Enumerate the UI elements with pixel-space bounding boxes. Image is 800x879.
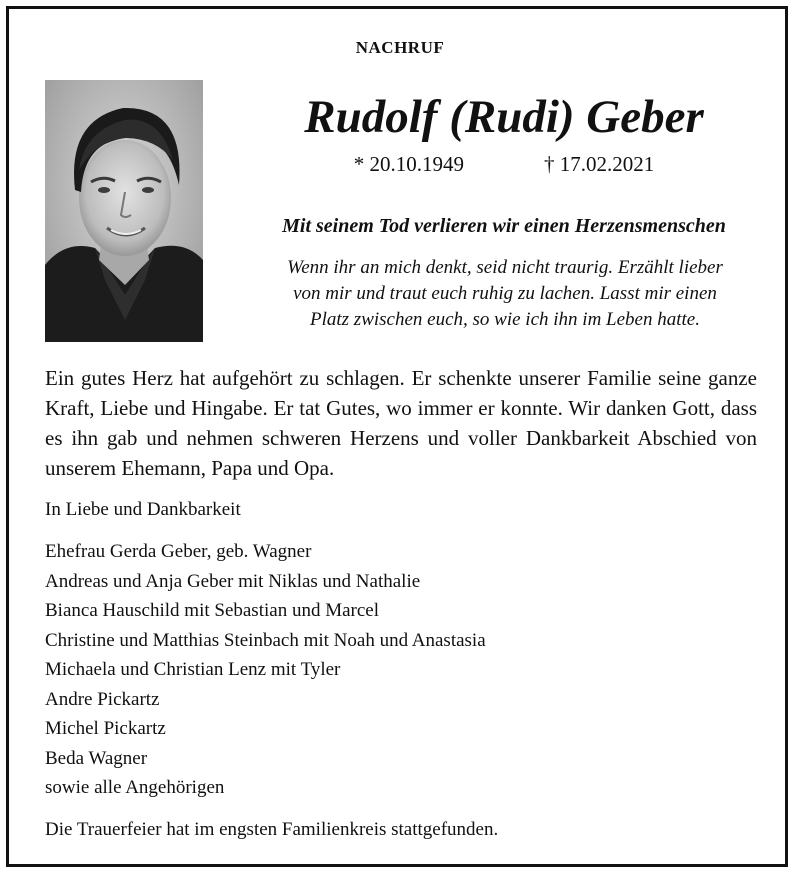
quote-line: Wenn ihr an mich denkt, seid nicht traurig. Erzählt lieber	[287, 257, 723, 278]
portrait-photo	[45, 80, 203, 342]
notice-header: NACHRUF	[355, 38, 445, 57]
memorial-quote	[225, 255, 785, 333]
birth-date: * 20.10.1949	[353, 152, 464, 176]
memorial-subtitle: Mit seinem Tod verlieren wir einen Herzensmenschen	[282, 215, 726, 237]
mourner-entry: Andre Pickartz	[45, 688, 160, 710]
mourners-list	[45, 537, 486, 803]
quote-line: Platz zwischen euch, so wie ich ihn im Leben hatte.	[310, 309, 700, 330]
life-dates	[230, 152, 778, 177]
mourner-entry: sowie alle Angehörigen	[45, 777, 225, 798]
quote-line: von mir und traut euch ruhig zu lachen. Lasst mir einen	[293, 283, 717, 304]
portrait-illustration	[45, 80, 203, 342]
greeting: In Liebe und Dankbarkeit	[45, 499, 241, 520]
mourner-entry: Beda Wagner	[45, 747, 148, 769]
mourner-entry: Andreas und Anja Geber mit Niklas und Nathalie	[45, 570, 421, 592]
death-date: † 17.02.2021	[544, 152, 655, 176]
mourner-entry: Michel Pickartz	[45, 718, 166, 739]
mourner-entry: Ehefrau Gerda Geber, geb. Wagner	[45, 541, 312, 562]
deceased-name: Rudolf (Rudi) Geber	[304, 91, 704, 143]
mourner-entry: Christine und Matthias Steinbach mit Noah und Anastasia	[45, 629, 486, 651]
mourner-entry: Michaela und Christian Lenz mit Tyler	[45, 659, 341, 680]
obituary-text: Ein gutes Herz hat aufgehört zu schlagen. Er schenkte unserer Familie seine ganze Kraft, Liebe und Hingabe. Er tat Gutes, wo immer er konnte. Wir danken Gott, dass es ihn gab und nehmen schweren Herzens und voller Dankbarkeit Abschied von unserem Ehemann, Papa und Opa.	[45, 366, 757, 480]
mourner-entry: Bianca Hauschild mit Sebastian und Marcel	[45, 600, 379, 621]
funeral-note: Die Trauerfeier hat im engsten Familienkreis stattgefunden.	[45, 819, 499, 840]
